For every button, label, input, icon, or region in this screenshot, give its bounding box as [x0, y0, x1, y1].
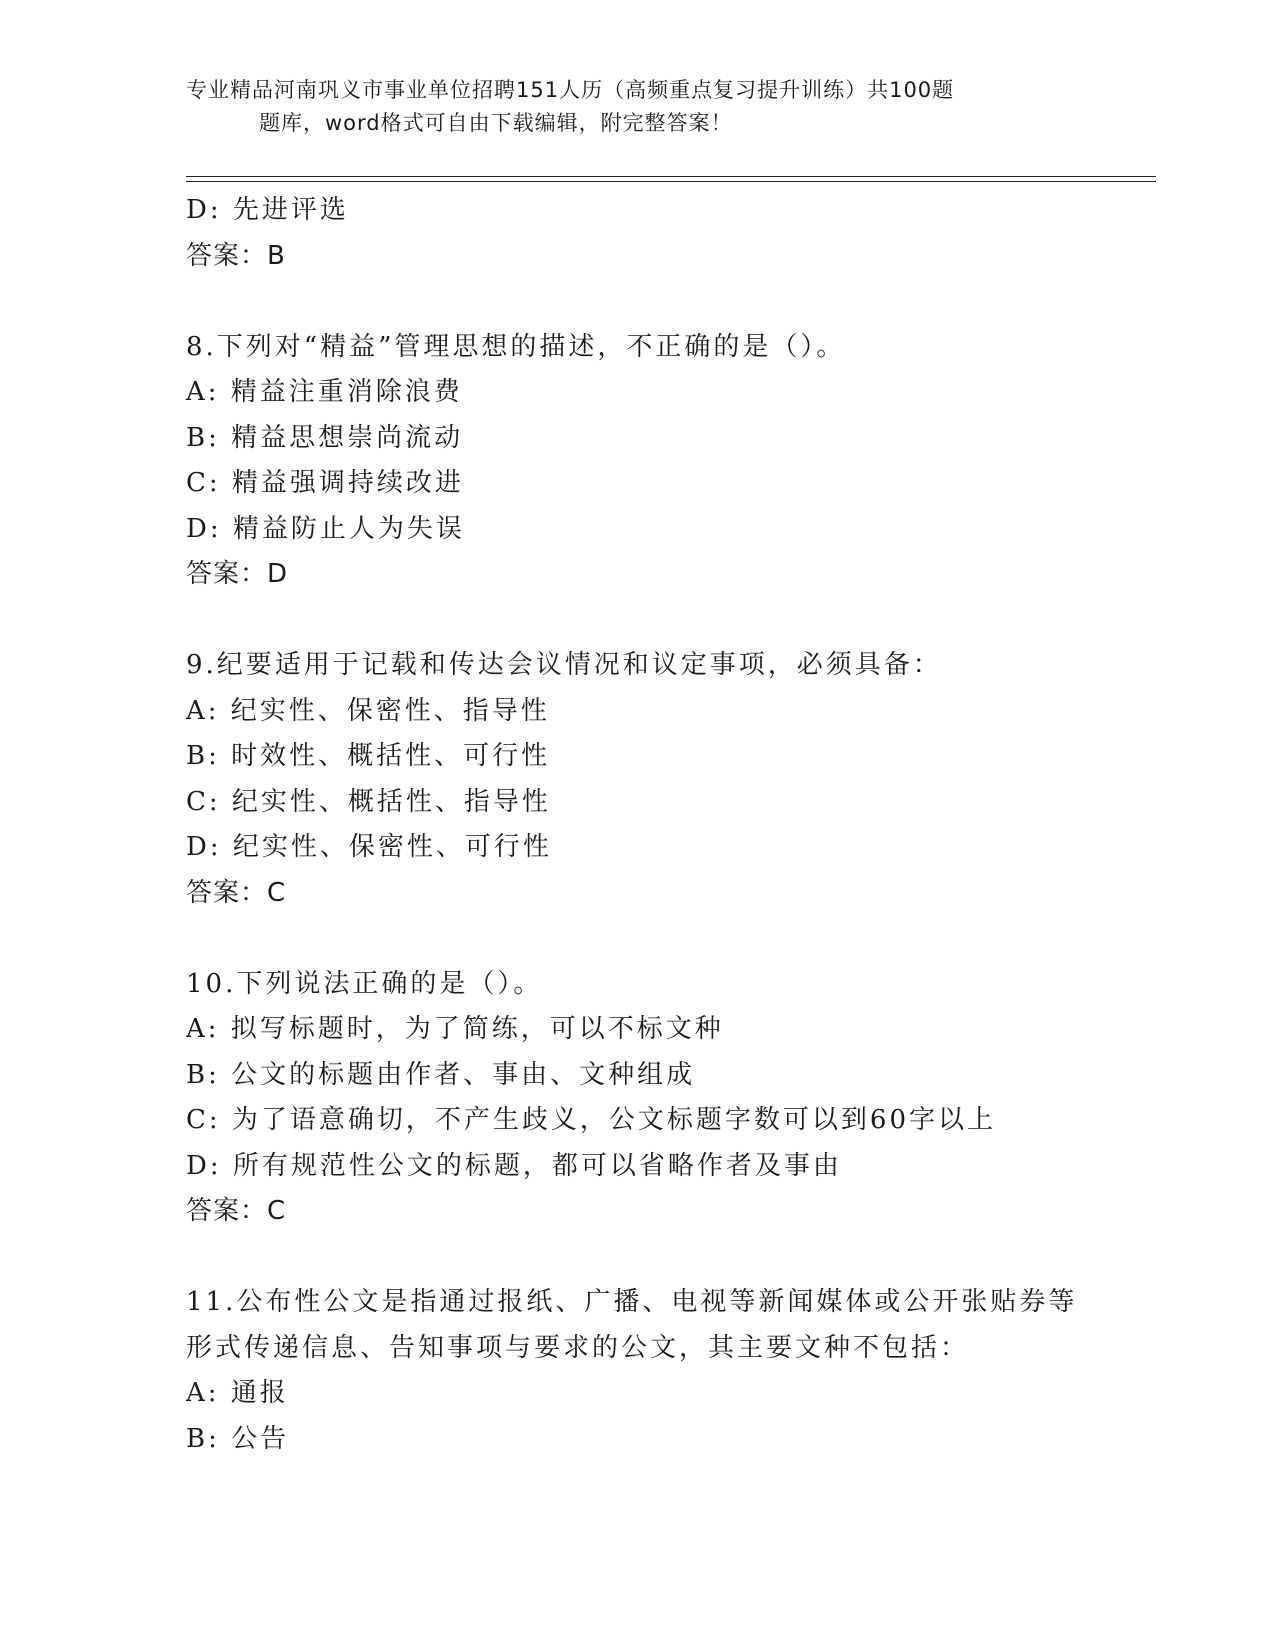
option-a: A: 精益注重消除浪费	[186, 377, 463, 407]
answer-line: 答案：C	[186, 877, 287, 908]
spacer	[186, 916, 1186, 962]
question-stem: 9.纪要适用于记载和传达会议情况和议定事项，必须具备：	[186, 650, 942, 680]
option-d: D: 先进评选	[186, 195, 349, 225]
question-stem-line-2: 形式传递信息、告知事项与要求的公文，其主要文种不包括：	[186, 1332, 970, 1363]
document-header	[186, 74, 1086, 140]
option-a: A: 拟写标题时，为了简练，可以不标文种	[186, 1014, 724, 1044]
header-divider-top	[186, 176, 1156, 177]
spacer	[186, 1235, 1186, 1281]
question-10	[186, 962, 1186, 1235]
option-b: B: 精益思想崇尚流动	[186, 422, 464, 453]
question-stem-line-1: 11.公布性公文是指通过报纸、广播、电视等新闻媒体或公开张贴券等	[186, 1287, 1078, 1317]
option-d: D: 所有规范性公文的标题，都可以省略作者及事由	[186, 1150, 842, 1181]
question-list	[186, 188, 1186, 1462]
question-8	[186, 325, 1186, 598]
answer-line: 答案：C	[186, 1196, 287, 1226]
header-title-line-1: 专业精品河南巩义市事业单位招聘151人历（高频重点复习提升训练）共100题	[186, 78, 955, 102]
option-b: B: 时效性、概括性、可行性	[186, 741, 551, 771]
option-c: C: 纪实性、概括性、指导性	[186, 786, 551, 817]
previous-question-tail	[186, 188, 1186, 279]
question-stem: 10.下列说法正确的是（）。	[186, 968, 543, 999]
header-divider-bottom	[186, 181, 1156, 182]
option-c: C: 为了语意确切，不产生歧义，公文标题字数可以到60字以上	[186, 1105, 997, 1135]
option-c: C: 精益强调持续改进	[186, 468, 464, 498]
option-b: B: 公告	[186, 1423, 290, 1454]
option-a: A: 纪实性、保密性、指导性	[186, 695, 550, 726]
question-stem: 8.下列对“精益”管理思想的描述，不正确的是（）。	[186, 331, 846, 362]
spacer	[186, 598, 1186, 644]
answer-line: 答案：B	[186, 240, 286, 271]
question-9	[186, 643, 1186, 916]
header-title-line-2: 题库，word格式可自由下载编辑，附完整答案！	[259, 111, 733, 135]
option-d: D: 精益防止人为失误	[186, 513, 465, 544]
spacer	[186, 279, 1186, 325]
answer-line: 答案：D	[186, 559, 289, 589]
option-b: B: 公文的标题由作者、事由、文种组成	[186, 1059, 696, 1090]
option-a: A: 通报	[186, 1378, 289, 1408]
question-11	[186, 1280, 1186, 1462]
option-d: D: 纪实性、保密性、可行性	[186, 832, 552, 862]
